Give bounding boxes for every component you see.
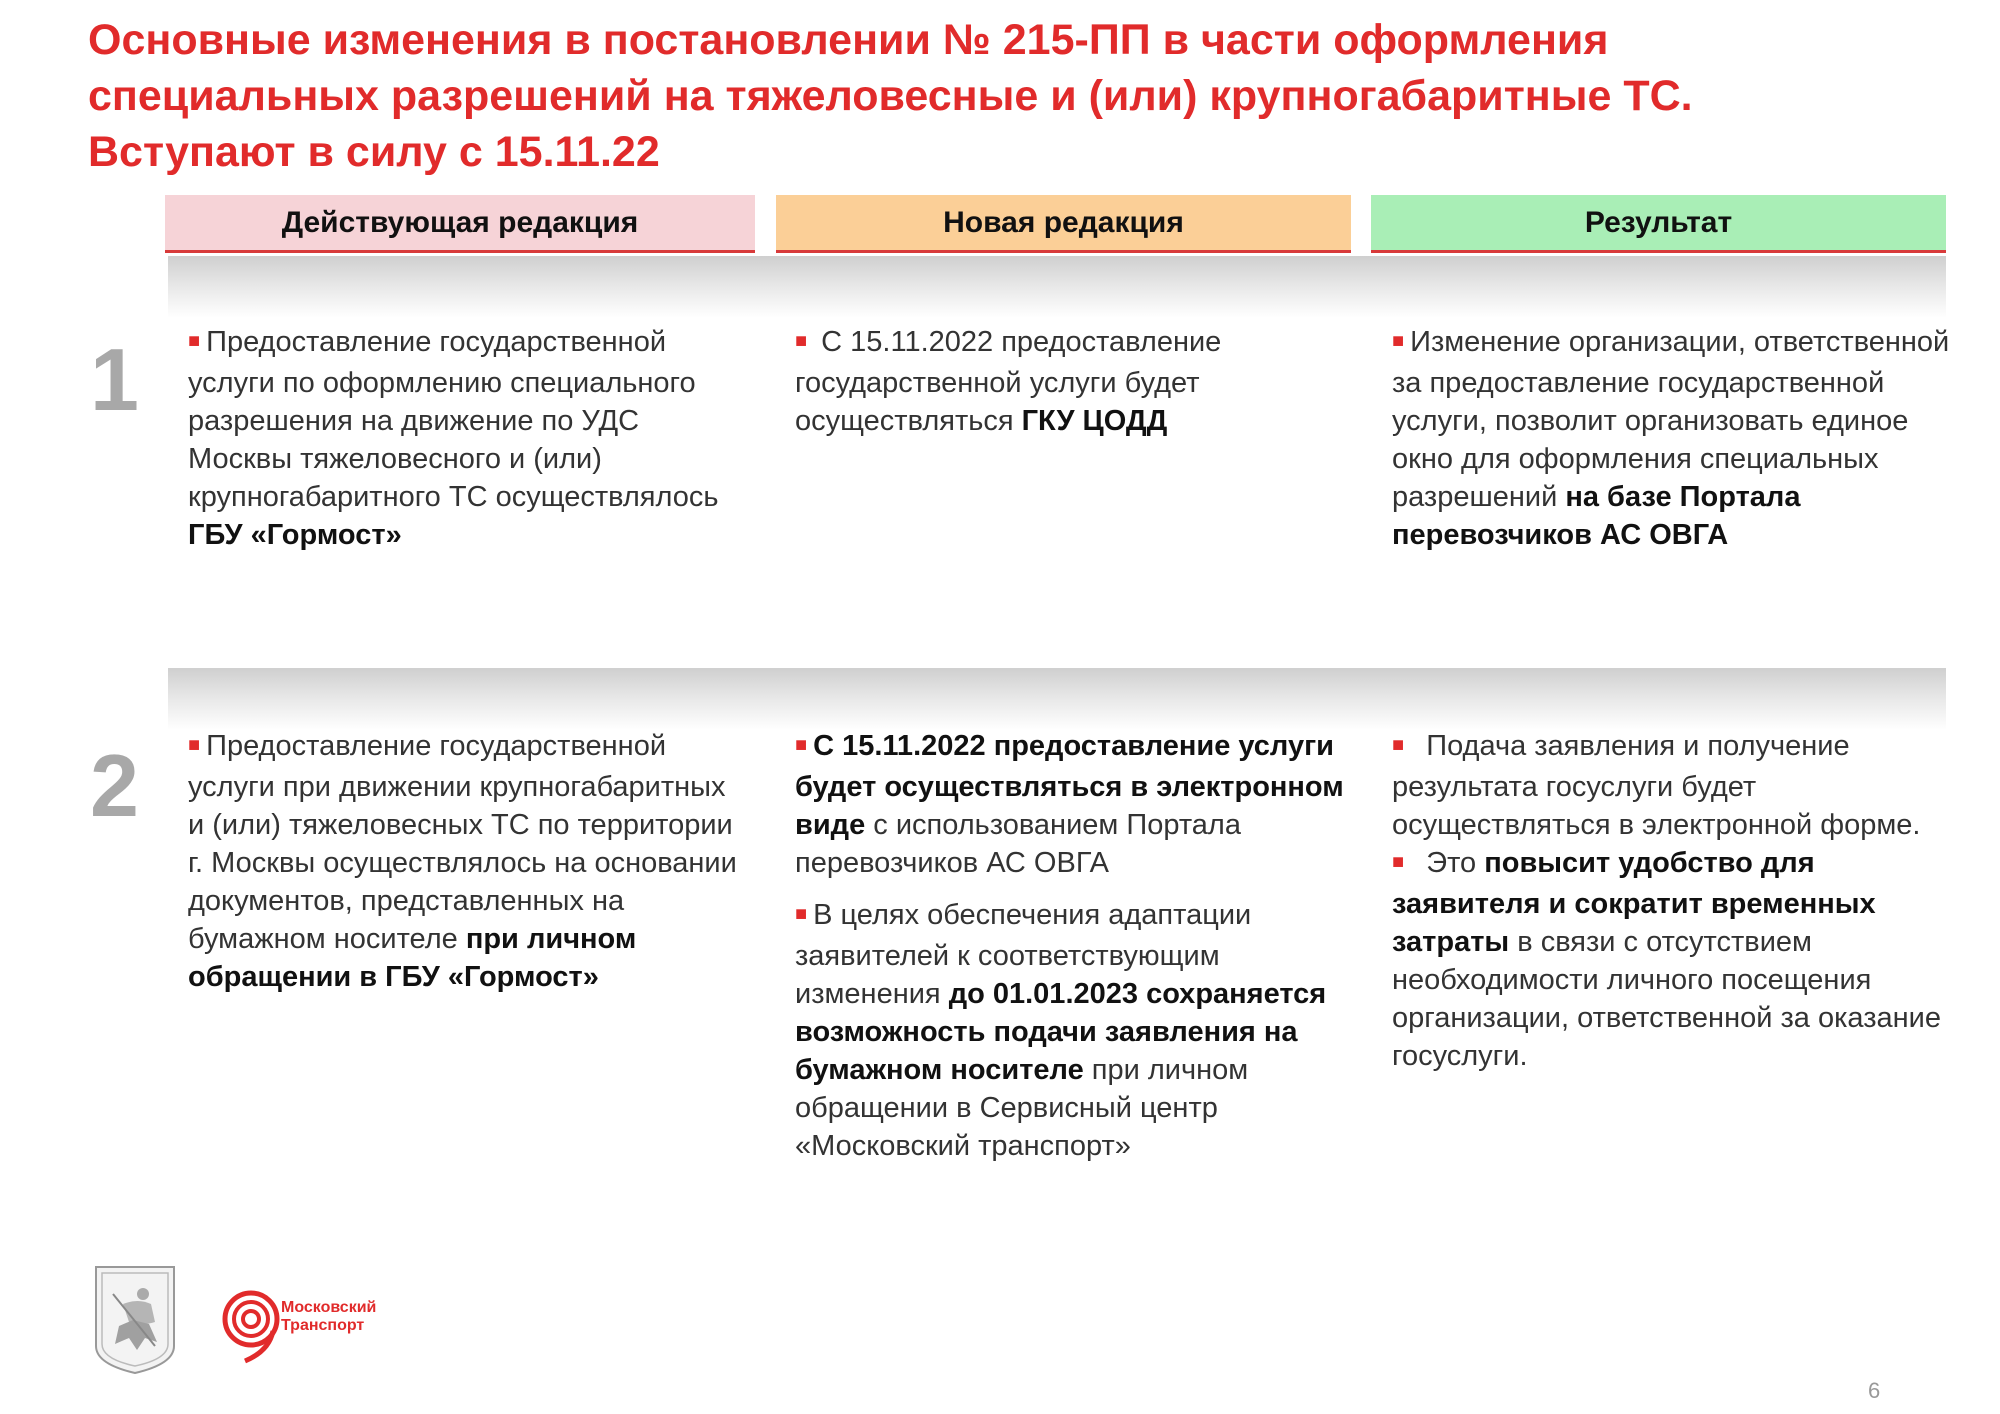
row-2-band [168,668,1946,730]
row-1-result-bold: на базе Портала перевозчиков АС ОВГА [1392,481,1801,551]
title-line-2: специальных разрешений на тяжеловесные и (или) крупногабаритные ТС. [88,72,1693,120]
page-number: 6 [1868,1378,1881,1403]
row-2-current-text: Предоставление государственной услуги при движении крупногабаритных и (или) тяжеловесных ТС по территории г. Москвы осуществлялось на основании документов, представленных на бумажном носителе [188,730,737,955]
row-2-result-cell [1392,727,1952,1089]
logo-text [281,1299,376,1335]
row-2-result-p1-text: Подача заявления и получение результата госуслуги будет осуществляться в электронной форме. [1392,730,1921,841]
bullet-icon: ■ [188,330,201,352]
bullet-icon: ■ [795,330,808,352]
column-header-current: Действующая редакция [165,195,755,253]
moscow-coat-of-arms-icon [93,1264,177,1376]
row-2-new-p2-tail: при личном обращении в Сервисный центр «Московский транспорт» [795,1054,1249,1162]
slide-title [88,12,1948,180]
bullet-icon: ■ [1392,851,1405,873]
logo-line-1: Московский [281,1299,377,1316]
bullet-icon: ■ [1392,330,1405,352]
row-1-new-bold: ГКУ ЦОДД [1021,405,1168,437]
title-line-3: Вступают в силу с 15.11.22 [88,128,660,176]
row-1-current-text: Предоставление государственной услуги по оформлению специального разрешения на движение по УДС Москвы тяжеловесного и (или) крупногабаритного ТС осуществлялось [188,326,719,513]
row-2-new-p1-text: с использованием Портала перевозчиков АС ОВГА [795,809,1241,879]
title-line-1: Основные изменения в постановлении № 215-ПП в части оформления [88,16,1609,64]
row-number-1: 1 [90,330,139,429]
row-1-result-cell [1392,323,1952,568]
bullet-icon: ■ [1392,734,1405,756]
column-header-new: Новая редакция [776,195,1351,253]
logo-line-2: Транспорт [281,1317,365,1334]
row-2-result-p2-text: в связи с отсутствием необходимости личного посещения организации, ответственной за оказание госуслуги. [1392,926,1941,1072]
row-2-result-p2-bold: повысит удобство для заявителя и сократит временных затраты [1392,847,1876,958]
row-2-result-p2-pre: Это [1426,847,1485,879]
moscow-transport-logo [215,1285,375,1365]
row-2-new-p2-bold: до 01.01.2023 сохраняется возможность подачи заявления на бумажном носителе [795,978,1327,1086]
row-2-new-p2-text: В целях обеспечения адаптации заявителей к соответствующим изменения [795,899,1252,1010]
row-1-current-bold: ГБУ «Гормост» [188,519,402,551]
row-1-current-cell [188,323,748,568]
bullet-icon: ■ [795,734,808,756]
row-2-new-cell [795,727,1350,1179]
bullet-icon: ■ [795,903,808,925]
row-1-band [168,256,1946,318]
row-2-new-p1-bold: С 15.11.2022 предоставление услуги будет осуществляться в электронном виде [795,730,1344,841]
row-1-result-text: Изменение организации, ответственной за предоставление государственной услуги, позволит организовать единое окно для оформления специальных разрешений [1392,326,1950,513]
column-header-result: Результат [1371,195,1946,253]
row-1-new-cell [795,323,1350,454]
row-1-new-text: С 15.11.2022 предоставление государственной услуги будет осуществляться [795,326,1222,437]
row-2-current-bold: при личном обращении в ГБУ «Гормост» [188,923,637,993]
bullet-icon: ■ [188,734,201,756]
row-2-current-cell [188,727,748,1010]
row-number-2: 2 [90,736,139,835]
